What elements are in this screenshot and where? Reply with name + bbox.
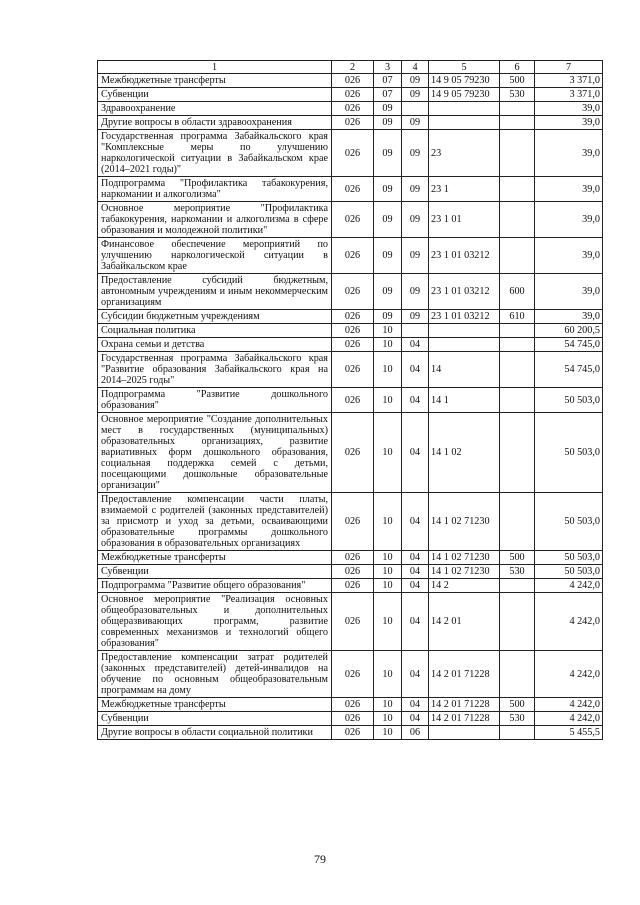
row-amount: 39,0 [535, 130, 603, 177]
row-grbs-code: 026 [332, 338, 374, 352]
row-grbs-code: 026 [332, 310, 374, 324]
row-grbs-code: 026 [332, 274, 374, 310]
row-section-code: 10 [374, 593, 402, 651]
row-amount: 50 503,0 [535, 493, 603, 551]
row-subsection-code: 04 [402, 413, 429, 493]
table-row [98, 388, 603, 413]
row-section-code: 10 [374, 493, 402, 551]
budget-table [97, 60, 603, 740]
row-amount: 3 371,0 [535, 88, 603, 102]
row-expense-type: 530 [500, 88, 535, 102]
row-grbs-code: 026 [332, 565, 374, 579]
row-expense-type: 500 [500, 551, 535, 565]
table-row [98, 493, 603, 551]
row-amount: 39,0 [535, 102, 603, 116]
row-section-code: 09 [374, 274, 402, 310]
table-row [98, 88, 603, 102]
row-name: Основное мероприятие "Реализация основных общеобразовательных и дополнительных общеразвивающих программ, развитие современных механизмов и технологий общего образования" [98, 593, 332, 651]
row-name: Субвенции [98, 565, 332, 579]
row-subsection-code: 09 [402, 130, 429, 177]
row-subsection-code: 04 [402, 593, 429, 651]
row-expense-type [500, 116, 535, 130]
row-target-article [429, 324, 500, 338]
table-row [98, 130, 603, 177]
header-col-4: 4 [402, 61, 429, 74]
table-row [98, 726, 603, 740]
row-grbs-code: 026 [332, 712, 374, 726]
row-amount: 39,0 [535, 177, 603, 202]
row-amount: 39,0 [535, 202, 603, 238]
row-subsection-code: 04 [402, 551, 429, 565]
row-target-article: 14 9 05 79230 [429, 88, 500, 102]
row-name: Социальная политика [98, 324, 332, 338]
row-target-article [429, 102, 500, 116]
row-name: Предоставление компенсации части платы, взимаемой с родителей (законных представителей) за присмотр и уход за детьми, осваивающими образовательные программы дошкольного образования в образовательных организациях [98, 493, 332, 551]
row-amount: 3 371,0 [535, 74, 603, 88]
row-amount: 50 503,0 [535, 551, 603, 565]
row-name: Субсидии бюджетным учреждениям [98, 310, 332, 324]
row-expense-type: 530 [500, 565, 535, 579]
table-row [98, 413, 603, 493]
row-amount: 39,0 [535, 310, 603, 324]
row-grbs-code: 026 [332, 579, 374, 593]
row-section-code: 09 [374, 310, 402, 324]
table-row [98, 551, 603, 565]
row-expense-type [500, 726, 535, 740]
row-expense-type [500, 238, 535, 274]
row-amount: 39,0 [535, 116, 603, 130]
row-grbs-code: 026 [332, 202, 374, 238]
row-expense-type [500, 102, 535, 116]
row-grbs-code: 026 [332, 651, 374, 698]
row-name: Подпрограмма "Развитие дошкольного образования" [98, 388, 332, 413]
header-col-5: 5 [429, 61, 500, 74]
row-expense-type [500, 651, 535, 698]
row-subsection-code [402, 102, 429, 116]
row-section-code: 09 [374, 238, 402, 274]
row-subsection-code: 04 [402, 493, 429, 551]
row-amount: 54 745,0 [535, 338, 603, 352]
row-target-article: 14 2 [429, 579, 500, 593]
row-name: Другие вопросы в области социальной политики [98, 726, 332, 740]
row-amount: 50 503,0 [535, 413, 603, 493]
row-expense-type [500, 388, 535, 413]
table-row [98, 579, 603, 593]
row-target-article: 14 1 02 71230 [429, 565, 500, 579]
row-name: Межбюджетные трансферты [98, 74, 332, 88]
header-col-3: 3 [374, 61, 402, 74]
row-grbs-code: 026 [332, 88, 374, 102]
row-section-code: 09 [374, 202, 402, 238]
row-name: Подпрограмма "Развитие общего образования" [98, 579, 332, 593]
row-name: Предоставление компенсации затрат родителей (законных представителей) детей-инвалидов на обучение по основным общеобразовательным программам на дому [98, 651, 332, 698]
row-expense-type [500, 493, 535, 551]
row-target-article: 23 1 01 03212 [429, 274, 500, 310]
table-row [98, 565, 603, 579]
row-section-code: 10 [374, 726, 402, 740]
table-row [98, 202, 603, 238]
row-grbs-code: 026 [332, 493, 374, 551]
table-row [98, 310, 603, 324]
row-subsection-code [402, 324, 429, 338]
row-subsection-code: 04 [402, 579, 429, 593]
row-target-article: 23 1 01 [429, 202, 500, 238]
row-expense-type: 500 [500, 74, 535, 88]
row-name: Основное мероприятие "Создание дополнительных мест в государственных (муниципальных) образовательных организациях, развитие вариативных форм дошкольного образования, социальная поддержка семей с детьми, посещающими дошкольные образовательные организации" [98, 413, 332, 493]
header-col-7: 7 [535, 61, 603, 74]
row-name: Подпрограмма "Профилактика табакокурения, наркомании и алкоголизма" [98, 177, 332, 202]
row-subsection-code: 04 [402, 712, 429, 726]
row-grbs-code: 026 [332, 102, 374, 116]
row-amount: 39,0 [535, 238, 603, 274]
row-section-code: 10 [374, 551, 402, 565]
row-target-article: 23 1 [429, 177, 500, 202]
row-amount: 50 503,0 [535, 565, 603, 579]
row-subsection-code: 04 [402, 698, 429, 712]
row-section-code: 10 [374, 324, 402, 338]
row-amount: 60 200,5 [535, 324, 603, 338]
row-name: Предоставление субсидий бюджетным, автономным учреждениям и иным некоммерческим организациям [98, 274, 332, 310]
row-subsection-code: 09 [402, 116, 429, 130]
row-name: Субвенции [98, 88, 332, 102]
row-section-code: 10 [374, 698, 402, 712]
row-name: Основное мероприятие "Профилактика табакокурения, наркомании и алкоголизма в сфере образования и молодежной политики" [98, 202, 332, 238]
row-subsection-code: 09 [402, 177, 429, 202]
table-row [98, 116, 603, 130]
row-section-code: 07 [374, 74, 402, 88]
row-amount: 50 503,0 [535, 388, 603, 413]
row-expense-type [500, 413, 535, 493]
row-section-code: 09 [374, 130, 402, 177]
row-target-article: 23 1 01 03212 [429, 310, 500, 324]
row-expense-type [500, 202, 535, 238]
row-target-article: 14 1 [429, 388, 500, 413]
row-amount: 4 242,0 [535, 698, 603, 712]
row-subsection-code: 04 [402, 338, 429, 352]
row-name: Межбюджетные трансферты [98, 698, 332, 712]
row-name: Охрана семьи и детства [98, 338, 332, 352]
header-col-6: 6 [500, 61, 535, 74]
table-row [98, 651, 603, 698]
header-col-1: 1 [98, 61, 332, 74]
row-name: Государственная программа Забайкальского края "Развитие образования Забайкальского края на 2014–2025 годы" [98, 352, 332, 388]
row-expense-type [500, 177, 535, 202]
row-subsection-code: 09 [402, 274, 429, 310]
row-expense-type [500, 593, 535, 651]
row-target-article: 14 2 01 [429, 593, 500, 651]
row-section-code: 10 [374, 565, 402, 579]
row-grbs-code: 026 [332, 177, 374, 202]
row-name: Межбюджетные трансферты [98, 551, 332, 565]
row-target-article [429, 116, 500, 130]
row-section-code: 09 [374, 177, 402, 202]
row-amount: 54 745,0 [535, 352, 603, 388]
row-expense-type [500, 352, 535, 388]
row-expense-type [500, 579, 535, 593]
row-target-article: 23 1 01 03212 [429, 238, 500, 274]
row-subsection-code: 06 [402, 726, 429, 740]
table-row [98, 74, 603, 88]
row-subsection-code: 04 [402, 388, 429, 413]
row-grbs-code: 026 [332, 698, 374, 712]
row-section-code: 10 [374, 712, 402, 726]
row-name: Государственная программа Забайкальского края "Комплексные меры по улучшению наркологической ситуации в Забайкальском крае (2014–2021 годы)" [98, 130, 332, 177]
row-target-article: 14 [429, 352, 500, 388]
row-grbs-code: 026 [332, 413, 374, 493]
row-section-code: 10 [374, 352, 402, 388]
row-expense-type [500, 338, 535, 352]
row-amount: 4 242,0 [535, 712, 603, 726]
row-target-article: 14 1 02 71230 [429, 551, 500, 565]
row-section-code: 09 [374, 102, 402, 116]
row-subsection-code: 09 [402, 238, 429, 274]
row-target-article [429, 726, 500, 740]
row-section-code: 10 [374, 579, 402, 593]
row-target-article [429, 338, 500, 352]
row-target-article: 23 [429, 130, 500, 177]
table-row [98, 352, 603, 388]
table-body [98, 74, 603, 740]
row-section-code: 09 [374, 116, 402, 130]
row-name: Другие вопросы в области здравоохранения [98, 116, 332, 130]
row-grbs-code: 026 [332, 74, 374, 88]
row-expense-type: 530 [500, 712, 535, 726]
row-subsection-code: 04 [402, 352, 429, 388]
row-amount: 4 242,0 [535, 593, 603, 651]
row-subsection-code: 09 [402, 202, 429, 238]
row-amount: 39,0 [535, 274, 603, 310]
row-expense-type [500, 130, 535, 177]
row-amount: 4 242,0 [535, 651, 603, 698]
row-grbs-code: 026 [332, 551, 374, 565]
row-grbs-code: 026 [332, 726, 374, 740]
row-target-article: 14 2 01 71228 [429, 712, 500, 726]
row-subsection-code: 04 [402, 565, 429, 579]
row-target-article: 14 1 02 [429, 413, 500, 493]
row-target-article: 14 2 01 71228 [429, 651, 500, 698]
table-row [98, 324, 603, 338]
row-section-code: 07 [374, 88, 402, 102]
row-section-code: 10 [374, 338, 402, 352]
row-target-article: 14 9 05 79230 [429, 74, 500, 88]
row-name: Здравоохранение [98, 102, 332, 116]
row-name: Субвенции [98, 712, 332, 726]
page-number: 79 [314, 852, 326, 866]
table-row [98, 177, 603, 202]
row-grbs-code: 026 [332, 352, 374, 388]
row-grbs-code: 026 [332, 388, 374, 413]
row-subsection-code: 04 [402, 651, 429, 698]
row-expense-type: 600 [500, 274, 535, 310]
row-target-article: 14 1 02 71230 [429, 493, 500, 551]
row-grbs-code: 026 [332, 324, 374, 338]
row-name: Финансовое обеспечение мероприятий по улучшению наркологической ситуации в Забайкальском крае [98, 238, 332, 274]
header-col-2: 2 [332, 61, 374, 74]
row-grbs-code: 026 [332, 593, 374, 651]
table-row [98, 102, 603, 116]
row-expense-type: 610 [500, 310, 535, 324]
row-grbs-code: 026 [332, 116, 374, 130]
table-row [98, 593, 603, 651]
row-amount: 5 455,5 [535, 726, 603, 740]
row-amount: 4 242,0 [535, 579, 603, 593]
row-expense-type [500, 324, 535, 338]
row-subsection-code: 09 [402, 310, 429, 324]
row-section-code: 10 [374, 651, 402, 698]
row-grbs-code: 026 [332, 130, 374, 177]
row-section-code: 10 [374, 413, 402, 493]
row-grbs-code: 026 [332, 238, 374, 274]
table-row [98, 238, 603, 274]
header-row [98, 61, 603, 74]
row-expense-type: 500 [500, 698, 535, 712]
row-section-code: 10 [374, 388, 402, 413]
table-row [98, 712, 603, 726]
row-subsection-code: 09 [402, 74, 429, 88]
row-target-article: 14 2 01 71228 [429, 698, 500, 712]
table-row [98, 274, 603, 310]
table-row [98, 698, 603, 712]
table-row [98, 338, 603, 352]
row-subsection-code: 09 [402, 88, 429, 102]
